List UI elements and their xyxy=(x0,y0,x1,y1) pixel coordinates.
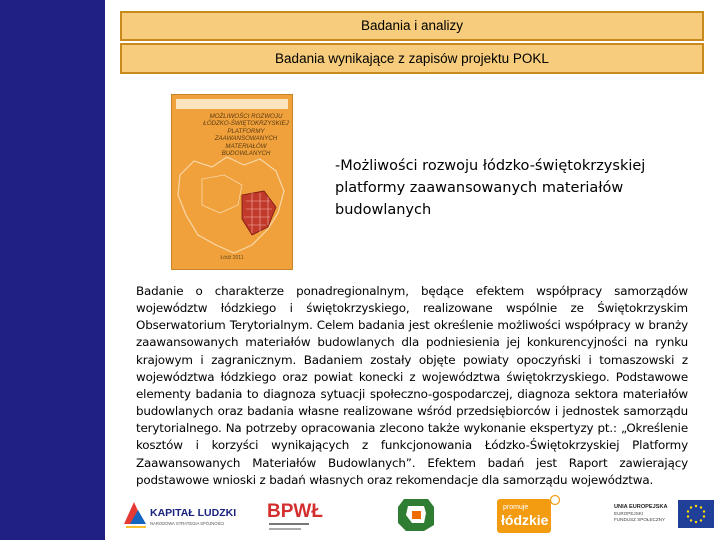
ue-efs-logo xyxy=(612,497,716,531)
kapital-ludzki-logo xyxy=(120,494,238,534)
bpwl-logo xyxy=(265,493,331,537)
lodzkie-name: łódzkie xyxy=(501,512,549,528)
cover-title: MOŻLIWOŚCI ROZWOJU ŁÓDZKO-ŚWIĘTOKRZYSKIEJ PLATFORMY ZAAWANSOWANYCH MATERIAŁÓW BUDOWLANYCH xyxy=(203,113,289,158)
kapital-ludzki-name: KAPITAŁ LUDZKI xyxy=(150,507,237,519)
page-title: Badania i analizy xyxy=(120,11,704,41)
ue-line3: FUNDUSZ SPOŁECZNY xyxy=(614,517,666,522)
promuje-lodzkie-logo xyxy=(495,493,561,535)
ue-line1: UNIA EUROPEJSKA xyxy=(614,504,668,510)
report-description: Badanie o charakterze ponadregionalnym, będące efektem współpracy samorządów województw łódzkiego i świętokrzyskiego, realizowane wspólnie ze Świętokrzyskim Obserwatorium Terytorialnym. Celem badania jest określenie możliwości współpracy w branży zaawansowanych materiałów budowlanych dla podniesienia jej konkurencyjności na rynku krajowym i zagranicznym. Badaniem zostały objęte powiaty opoczyński i tomaszowski z województwa łódzkiego oraz powiat konecki z województwa świętokrzyskiego. Podstawowe elementy badania to diagnoza sytuacji społeczno-gospodarczej, diagnoza sektora materiałów budowlanych oraz badania własne realizowane wśród przedsiębiorców i jednostek samorządu terytorialnego. Na potrzeby opracowania zlecono także wykonanie ekspertyzy pt.: „Określenie kosztów i korzyści wynikających z funkcjonowania Łódzko-Świętokrzyskiej Platformy Zaawansowanych Materiałów Budowlanych”. Efektem badań jest Raport zawierający podstawowe wnioski z badań własnych oraz rekomendacje dla samorządu województwa. xyxy=(136,284,688,487)
bpwl-name: BPWŁ xyxy=(267,501,323,522)
side-bar xyxy=(0,0,105,540)
observatory-logo xyxy=(394,495,438,533)
cover-footer: Łódź 2011 xyxy=(220,255,244,261)
page-subtitle: Badania wynikające z zapisów projektu POKL xyxy=(120,43,704,74)
lodzkie-top: promuje xyxy=(503,504,529,511)
kapital-ludzki-subtitle: NARODOWA STRATEGIA SPÓJNOŚCI xyxy=(150,521,225,526)
ue-line2: EUROPEJSKI xyxy=(614,511,644,516)
report-title: -Możliwości rozwoju łódzko-świętokrzyskiej platformy zaawansowanych materiałów budowlanych xyxy=(335,158,646,218)
report-cover-image xyxy=(171,94,293,270)
